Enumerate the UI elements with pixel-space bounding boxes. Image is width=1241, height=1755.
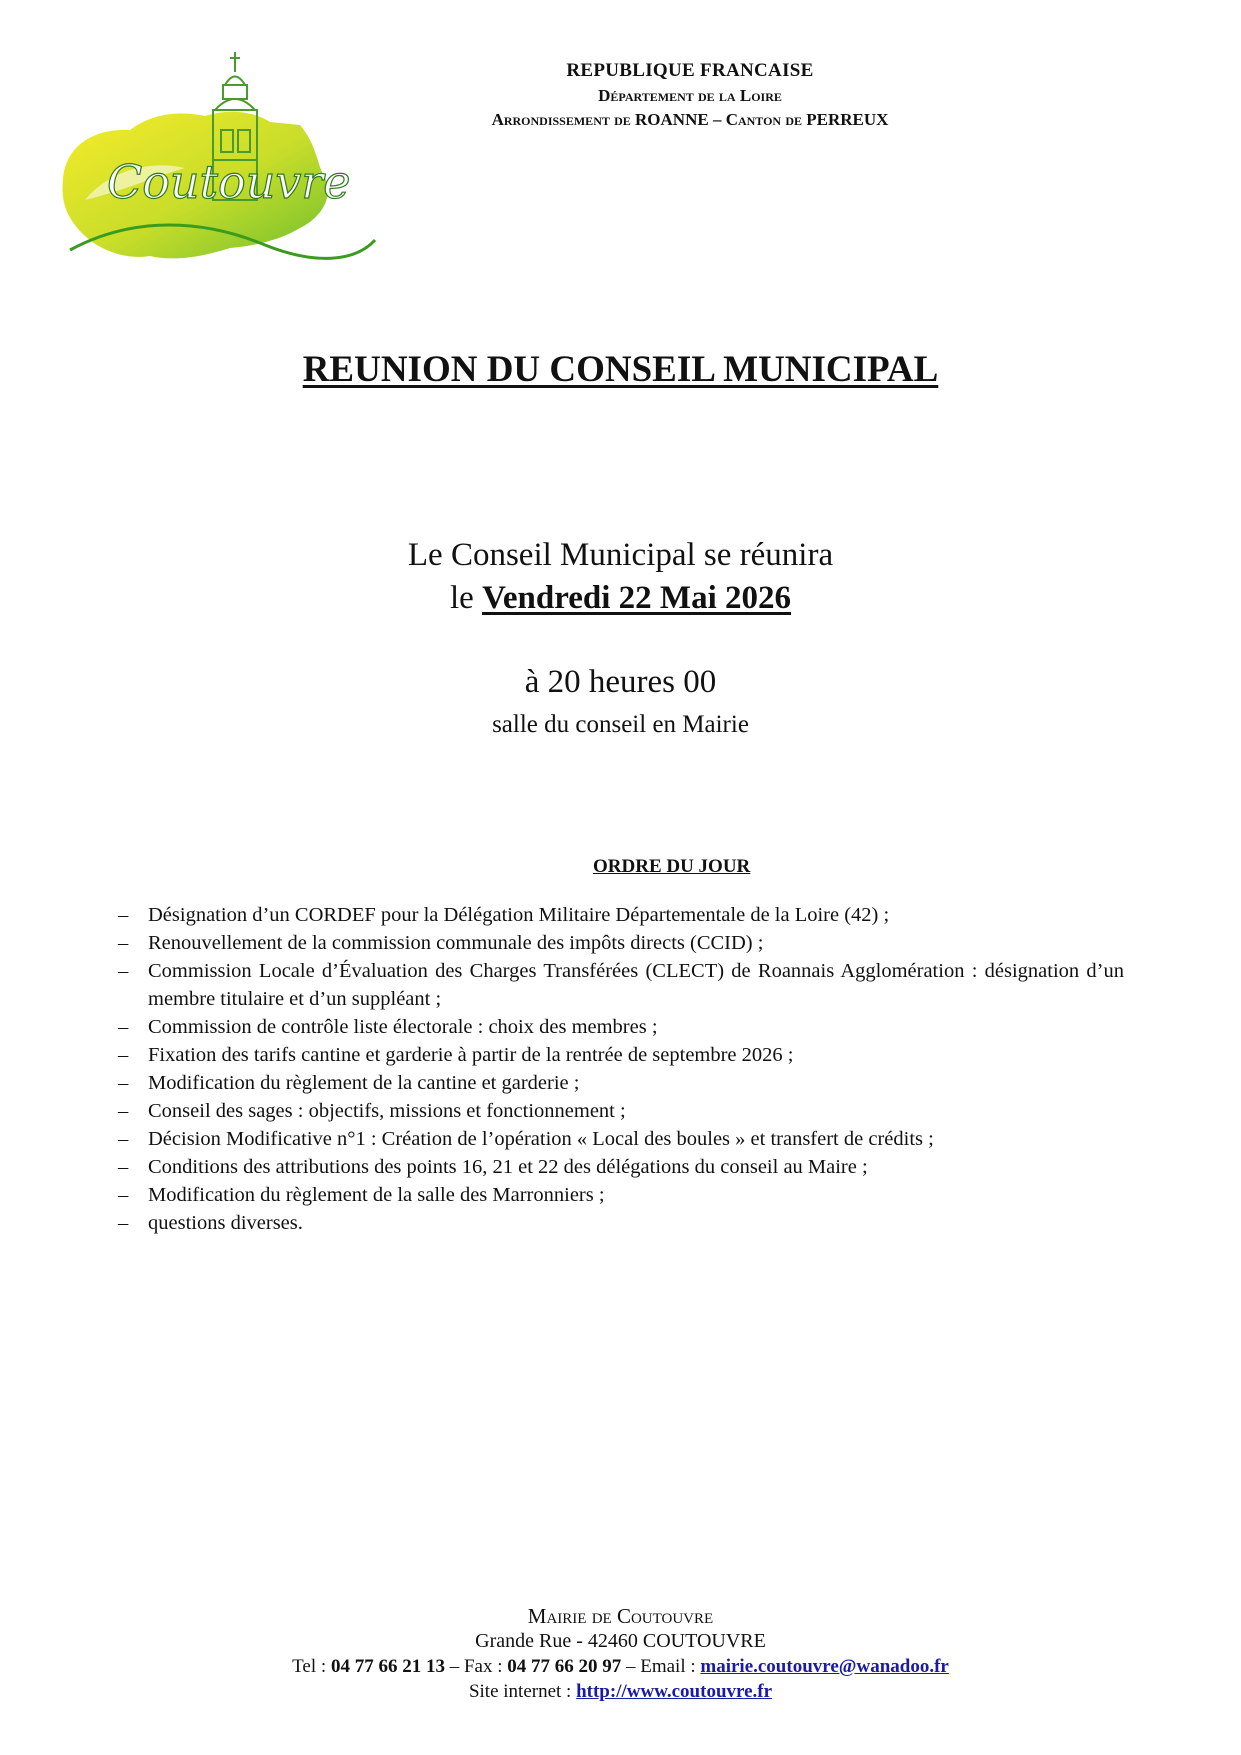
agenda-list — [118, 901, 1124, 1237]
meeting-place: salle du conseil en Mairie — [492, 711, 749, 738]
agenda-item — [118, 1013, 1124, 1041]
header-department: Département de la Loire — [598, 86, 782, 105]
date-prefix: le — [449, 580, 483, 616]
meeting-date: Vendredi 22 Mai 2026 — [482, 580, 792, 616]
site-label: Site internet : — [468, 1681, 577, 1702]
header-arrondissement: Arrondissement de ROANNE – Canton de PERREUX — [491, 110, 889, 129]
agenda-item-text: Conseil des sages : objectifs, missions et fonctionnement ; — [148, 1100, 626, 1122]
bullet-dash: – — [118, 1072, 129, 1094]
bullet-dash: – — [118, 1212, 129, 1234]
agenda-heading: ORDRE DU JOUR — [593, 856, 751, 877]
footer-contact-line — [0, 1654, 1241, 1679]
agenda-item — [118, 957, 1124, 1013]
meeting-time: à 20 heures 00 — [524, 664, 717, 700]
bullet-dash: – — [118, 1184, 129, 1206]
bullet-dash: – — [118, 1044, 129, 1066]
agenda-item-text: Conditions des attributions des points 16, 21 et 22 des délégations du conseil au Maire ; — [148, 1156, 868, 1178]
bullet-dash: – — [118, 932, 129, 954]
agenda-item-text: Commission de contrôle liste électorale : choix des membres ; — [148, 1016, 658, 1038]
agenda-item — [118, 1209, 1124, 1237]
bullet-dash: – — [118, 960, 129, 982]
agenda-item — [118, 1097, 1124, 1125]
email-label: – Email : — [621, 1656, 701, 1677]
bullet-dash: – — [118, 904, 129, 926]
agenda-item-text: Fixation des tarifs cantine et garderie à partir de la rentrée de septembre 2026 ; — [148, 1044, 794, 1066]
agenda-item — [118, 1181, 1124, 1209]
bullet-dash: – — [118, 1156, 129, 1178]
bullet-dash: – — [118, 1100, 129, 1122]
footer-mairie-name: Mairie de Coutouvre — [527, 1604, 714, 1628]
footer-site-line — [0, 1679, 1241, 1704]
meeting-date-line — [0, 580, 1241, 617]
page-title: REUNION DU CONSEIL MUNICIPAL — [302, 349, 939, 390]
agenda-item-text: Renouvellement de la commission communale des impôts directs (CCID) ; — [148, 932, 764, 954]
agenda-item — [118, 1153, 1124, 1181]
coutouvre-logo — [55, 50, 430, 290]
bullet-dash: – — [118, 1016, 129, 1038]
email-link[interactable]: mairie.coutouvre@wanadoo.fr — [700, 1656, 949, 1677]
agenda-item — [118, 1069, 1124, 1097]
agenda-item — [118, 901, 1124, 929]
logo-text: Coutouvre — [107, 155, 351, 209]
agenda-item — [118, 1125, 1124, 1153]
fax-label: – Fax : — [444, 1656, 508, 1677]
header-republic: REPUBLIQUE FRANCAISE — [566, 60, 814, 81]
agenda-item-text: Modification du règlement de la cantine et garderie ; — [148, 1072, 580, 1094]
agenda-item-text: Désignation d’un CORDEF pour la Délégation Militaire Départementale de la Loire (42) ; — [148, 904, 890, 926]
agenda-item — [118, 929, 1124, 957]
site-link[interactable]: http://www.coutouvre.fr — [576, 1681, 773, 1702]
bullet-dash: – — [118, 1128, 129, 1150]
agenda-item-text: questions diverses. — [148, 1212, 303, 1234]
fax-number: 04 77 66 20 97 — [507, 1656, 622, 1677]
tel-number: 04 77 66 21 13 — [330, 1656, 445, 1677]
footer — [0, 1604, 1241, 1704]
agenda-item-text: Décision Modificative n°1 : Création de l’opération « Local des boules » et transfert de crédits ; — [148, 1128, 934, 1150]
agenda-item-text: Commission Locale d’Évaluation des Charges Transférées (CLECT) de Roannais Agglomération : désignation d’un membre titulaire et d’un suppléant ; — [148, 960, 1124, 1010]
agenda-item — [118, 1041, 1124, 1069]
meeting-intro: Le Conseil Municipal se réunira — [407, 537, 834, 573]
agenda-item-text: Modification du règlement de la salle des Marronniers ; — [148, 1184, 605, 1206]
tel-label: Tel : — [292, 1656, 331, 1677]
footer-address: Grande Rue - 42460 COUTOUVRE — [475, 1630, 766, 1652]
